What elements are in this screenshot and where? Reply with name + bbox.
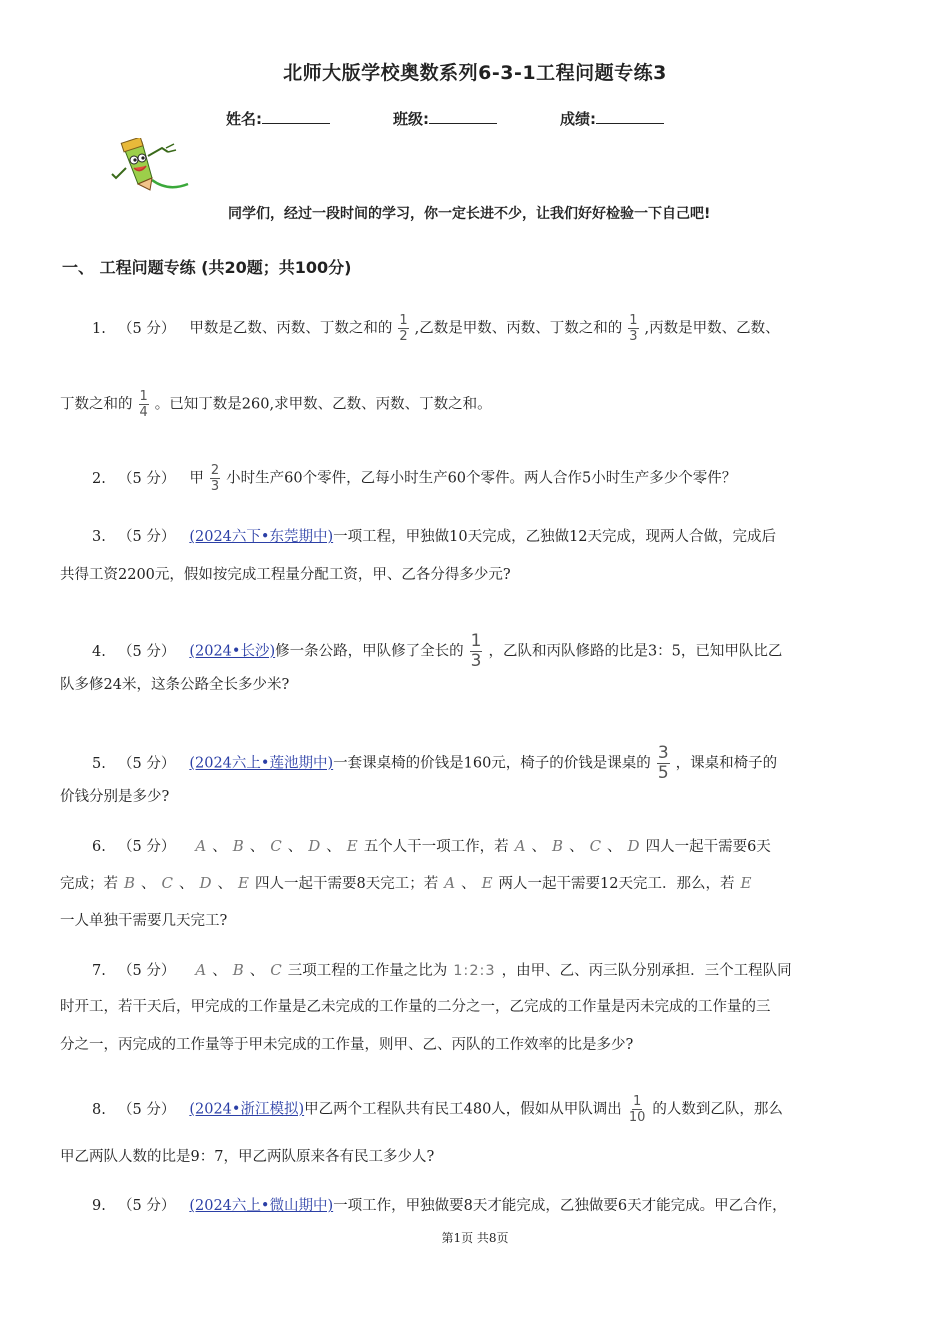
intro-text: 同学们，经过一段时间的学习，你一定长进不少，让我们好好检验一下自己吧! — [228, 206, 711, 222]
question-8-cont: 甲乙两队人数的比是9：7，甲乙两队原来各有民工多少人? — [60, 1149, 435, 1165]
question-score: （5 分） — [118, 643, 176, 660]
question-text: 小时生产60个零件，乙每小时生产60个零件。两人合作5小时生产多少个零件？ — [226, 470, 737, 487]
score-field — [560, 108, 664, 129]
question-text: 一套课桌椅的价钱是160元，椅子的价钱是课桌的 — [333, 755, 651, 772]
question-3 — [92, 527, 776, 547]
question-text: ，课桌和椅子的 — [675, 755, 778, 772]
question-number: 7. — [92, 963, 106, 979]
question-5-cont: 价钱分别是多少? — [60, 789, 170, 805]
question-4-cont: 队多修24米，这条公路全长多少米? — [60, 677, 290, 693]
question-8 — [92, 1095, 783, 1124]
question-score: （5 分） — [118, 1101, 176, 1118]
source-link[interactable]: (2024•长沙) — [189, 643, 276, 660]
question-text: ,乙数是甲数、丙数、丁数之和的 — [414, 320, 623, 337]
source-link[interactable]: (2024六上•微山期中) — [189, 1198, 334, 1214]
question-1 — [92, 314, 780, 343]
question-7-cont: 时开工，若干天后，甲完成的工作量是乙未完成的工作量的二分之一，乙完成的工作量是丙未完成的工作量的三 — [60, 999, 771, 1015]
question-number: 4. — [92, 643, 106, 660]
page-title: 北师大版学校奥数系列6-3-1工程问题专练3 — [283, 62, 667, 84]
fraction: $\frac{1}{3}$ — [470, 631, 482, 671]
question-5 — [92, 745, 777, 782]
name-field — [226, 108, 330, 129]
class-blank — [429, 109, 497, 124]
question-text: 甲 — [189, 470, 204, 487]
question-number: 2. — [92, 470, 106, 487]
page-footer: 第1页 共8页 — [441, 1231, 509, 1245]
question-score: （5 分） — [118, 963, 176, 979]
question-text: 的人数到乙队，那么 — [652, 1101, 783, 1118]
question-score: （5 分） — [118, 320, 176, 337]
question-text: 五个人干一项工作，若 — [363, 839, 509, 855]
question-text: 丁数之和的 — [60, 396, 133, 413]
question-score: （5 分） — [118, 1198, 176, 1214]
question-number: 5. — [92, 755, 106, 772]
fraction: $\frac{1}{4}$ — [139, 389, 148, 420]
question-9 — [92, 1196, 787, 1216]
question-3-cont: 共得工资2200元，假如按完成工程量分配工资，甲、乙各分得多少元? — [60, 567, 511, 583]
class-field — [393, 108, 497, 129]
question-4 — [92, 633, 782, 670]
question-1-cont — [60, 390, 492, 419]
question-score: （5 分） — [118, 529, 176, 545]
question-7-cont2: 分之一，丙完成的工作量等于甲未完成的工作量，则甲、乙、丙队的工作效率的比是多少? — [60, 1037, 634, 1053]
ratio: 1:2:3 — [453, 963, 496, 979]
question-text: 修一条公路，甲队修了全长的 — [275, 643, 464, 660]
question-6-cont2: 一人单独干需要几天完工? — [60, 913, 228, 929]
question-text: 甲数是乙数、丙数、丁数之和的 — [189, 320, 393, 337]
source-link[interactable]: (2024•浙江模拟) — [189, 1101, 305, 1118]
score-label: 成绩: — [560, 110, 596, 128]
question-score: （5 分） — [118, 755, 176, 772]
question-7: 7. （5 分） A 、 B 、 C 三项工程的工作量之比为 1:2:3 ，由甲、乙、丙三队分别承担．三个工程队同 — [92, 961, 792, 979]
fraction: $\frac{1}{2}$ — [399, 313, 408, 344]
fraction: $\frac{2}{3}$ — [210, 463, 220, 494]
fraction: $\frac{3}{5}$ — [657, 743, 669, 783]
question-score: （5 分） — [118, 470, 176, 487]
fraction: $\frac{1}{3}$ — [629, 313, 638, 344]
name-blank — [262, 109, 330, 124]
name-label: 姓名: — [226, 110, 262, 128]
question-score: （5 分） — [118, 839, 176, 855]
fraction: $\frac{1}{10}$ — [628, 1094, 646, 1125]
score-blank — [596, 109, 664, 124]
question-text: 四人一起干需要6天 — [645, 839, 771, 855]
question-text: ，乙队和丙队修路的比是3：5，已知甲队比乙 — [488, 643, 783, 660]
question-number: 1. — [92, 320, 106, 337]
question-text: 一项工作，甲独做要8天才能完成，乙独做要6天才能完成。甲乙合作， — [333, 1198, 787, 1214]
question-text: 甲乙两个工程队共有民工480人，假如从甲队调出 — [304, 1101, 622, 1118]
question-2 — [92, 464, 736, 493]
question-6: 6. （5 分） A 、 B 、 C 、 D 、 E 五个人干一项工作，若 A 、 B 、 C 、 D 四人一起干需要6天 — [92, 837, 771, 855]
question-number: 8. — [92, 1101, 106, 1118]
section-heading: 一、 工程问题专练 (共20题；共100分) — [62, 258, 352, 277]
source-link[interactable]: (2024六下•东莞期中) — [189, 529, 334, 545]
source-link[interactable]: (2024六上•莲池期中) — [189, 755, 334, 772]
question-number: 6. — [92, 839, 106, 855]
question-text: 一项工程，甲独做10天完成，乙独做12天完成，现两人合做，完成后 — [333, 529, 777, 545]
class-label: 班级: — [393, 110, 429, 128]
question-number: 3. — [92, 529, 106, 545]
question-text: 。已知丁数是260,求甲数、乙数、丙数、丁数之和。 — [154, 396, 492, 413]
question-6-cont: 完成；若 B 、 C 、 D 、 E 四人一起干需要8天完工；若 A 、 E 两人一起干需要12天完工．那么，若 E — [60, 874, 752, 892]
question-text: ,丙数是甲数、乙数、 — [644, 320, 780, 337]
pencil-mascot-illustration — [108, 138, 192, 198]
question-number: 9. — [92, 1198, 106, 1214]
